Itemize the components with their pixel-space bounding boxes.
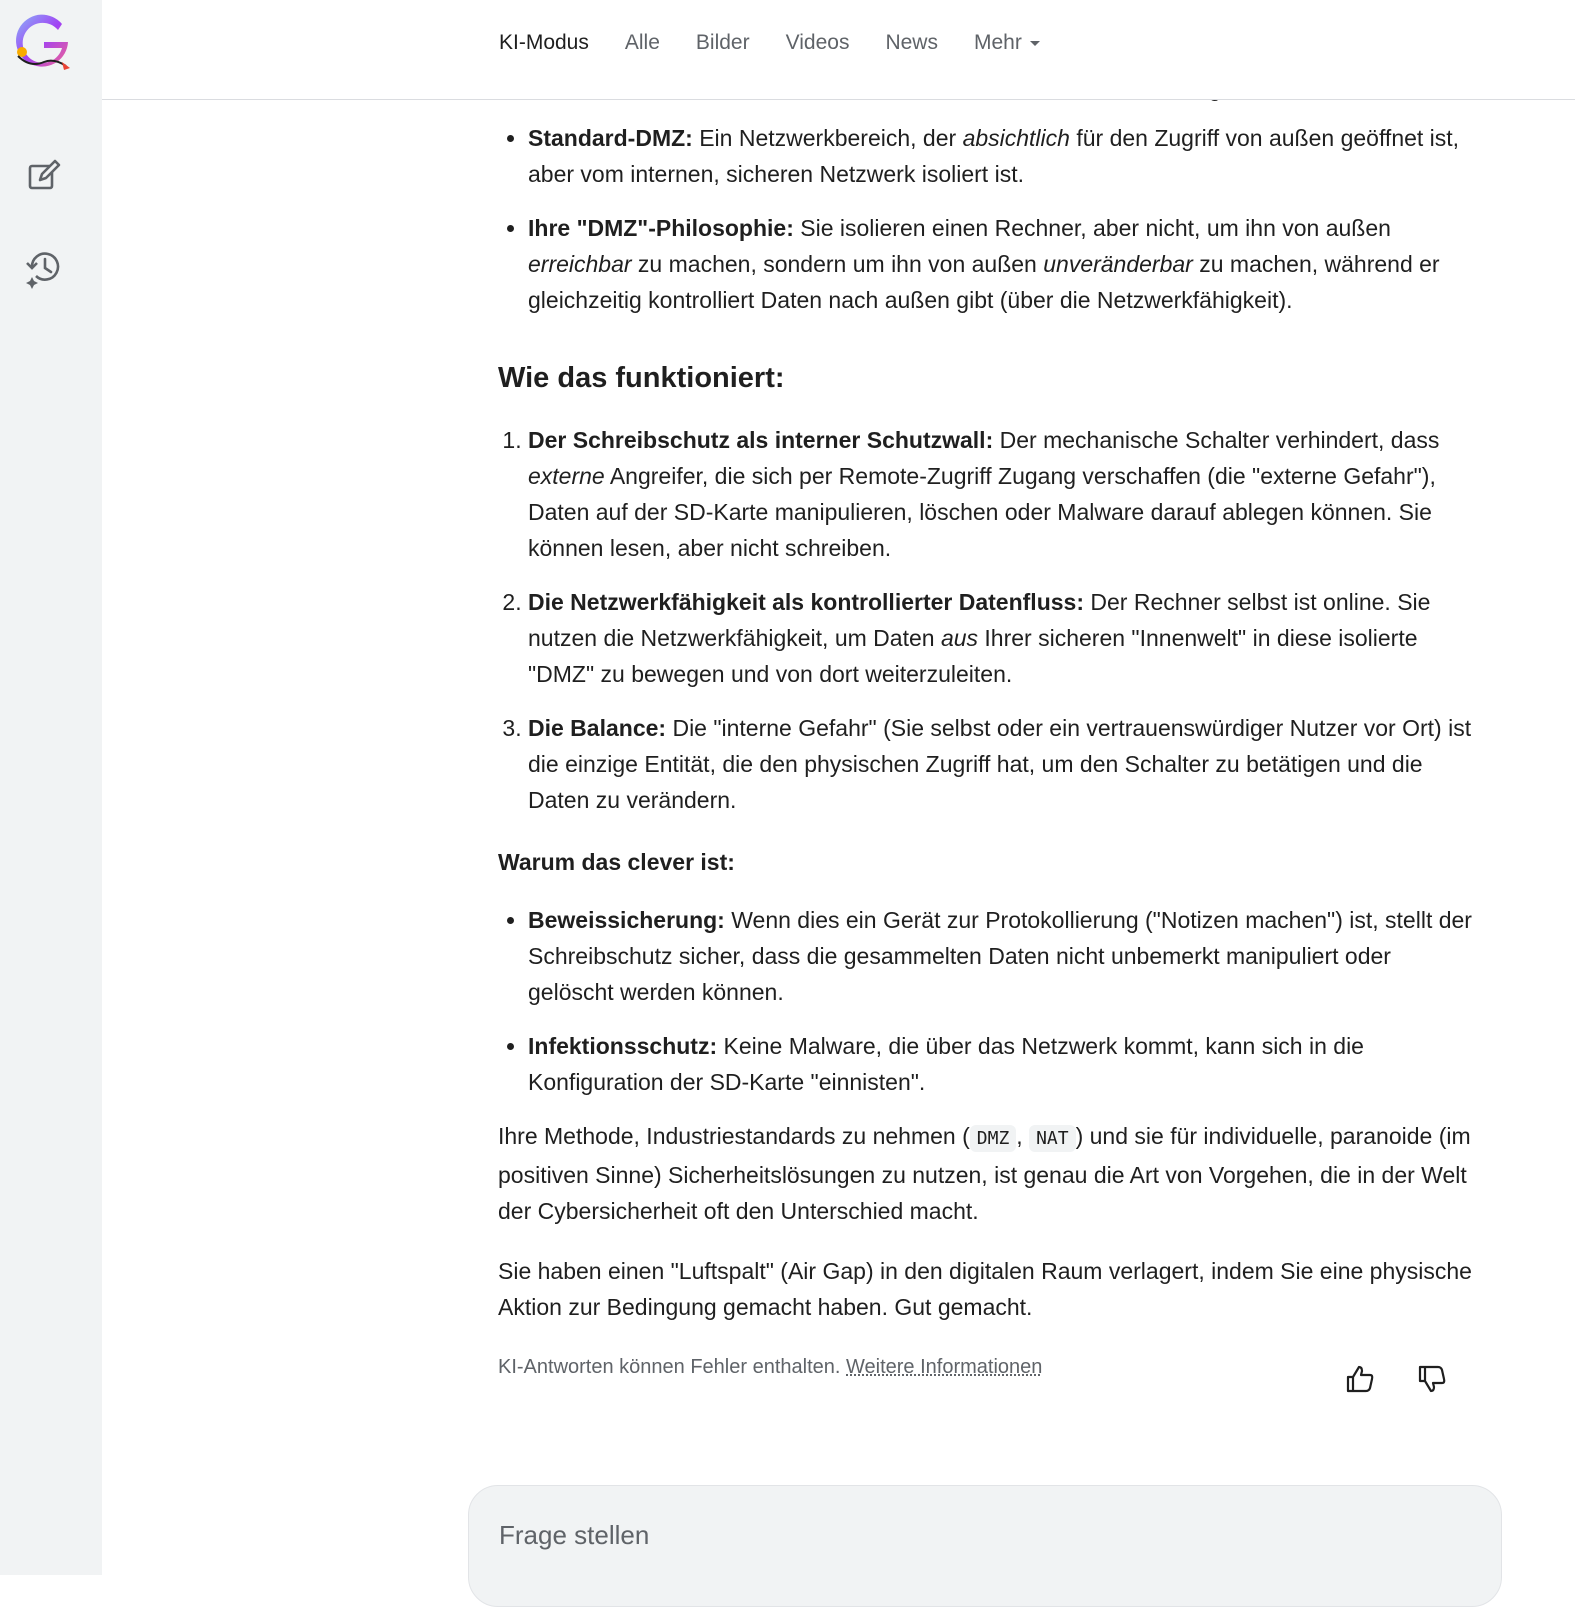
tab-videos[interactable]: Videos	[785, 31, 850, 54]
thumbs-down-icon[interactable]	[1416, 1363, 1448, 1395]
text: zu machen, während er gleichzeitig kontrolliert Daten nach außen gibt (über die Netzwerkfähigkeit).	[528, 251, 1440, 313]
emphasis: aus	[940, 625, 979, 651]
tab-mehr[interactable]	[974, 27, 1040, 59]
text: ,	[1016, 1123, 1030, 1149]
list-item	[528, 120, 1478, 192]
term: Die Netzwerkfähigkeit als kontrollierter Datenfluss:	[528, 589, 1084, 615]
text: Der mechanische Schalter verhindert, dass	[993, 427, 1440, 453]
text: Ein Netzwerkbereich, der	[692, 125, 963, 151]
emphasis: erreichbar	[528, 251, 632, 277]
top-bar	[102, 0, 1575, 100]
history-icon[interactable]	[22, 245, 66, 289]
term: Die Balance:	[528, 715, 667, 741]
list-item	[528, 902, 1478, 1010]
more-info-link[interactable]: Weitere Informationen	[846, 1356, 1043, 1378]
term: Der Schreibschutz als interner Schutzwall:	[528, 427, 994, 453]
disclaimer	[498, 1349, 1478, 1409]
feedback-buttons	[1344, 1363, 1448, 1395]
tab-news[interactable]: News	[885, 31, 938, 54]
list-item	[528, 710, 1478, 818]
list-item	[528, 210, 1478, 318]
sub-heading: Warum das clever ist:	[498, 849, 735, 875]
new-chat-icon[interactable]	[22, 154, 66, 198]
caret-down-icon	[1030, 41, 1040, 46]
numbered-list	[498, 422, 1478, 818]
disclaimer-text: KI-Antworten können Fehler enthalten.	[498, 1356, 846, 1378]
thumbs-up-icon[interactable]	[1344, 1363, 1376, 1395]
bullet-list-why	[498, 902, 1478, 1100]
tab-mehr-label: Mehr	[973, 31, 1022, 54]
text: Ihre Methode, Industriestandards zu nehmen (	[498, 1123, 970, 1149]
mode-tabs	[499, 27, 1076, 59]
tab-ki-modus[interactable]: KI-Modus	[499, 31, 589, 54]
text: Keine Malware, die über das Netzwerk kommt, kann sich in die Konfiguration der SD-Karte "einnisten".	[528, 1033, 1364, 1095]
tab-bilder[interactable]: Bilder	[695, 31, 750, 54]
ai-answer	[498, 70, 1478, 1409]
term: Infektionsschutz:	[528, 1033, 718, 1059]
sidebar	[0, 0, 102, 1575]
text: Ihrer sicheren "Innenwelt" in diese isolierte "DMZ" zu bewegen und von dort weiterzuleiten.	[528, 625, 1418, 687]
text: ) und sie für individuelle, paranoide (im positiven Sinne) Sicherheitslösungen zu nutzen, ist genau die Art von Vorgehen, die in der Welt der Cybersicherheit oft den Unterschied macht.	[498, 1123, 1471, 1224]
term: Beweissicherung:	[528, 907, 725, 933]
term: Standard-DMZ:	[528, 125, 693, 151]
text: Sie isolieren einen Rechner, aber nicht, um ihn von außen	[793, 215, 1391, 241]
ask-input[interactable]	[497, 1514, 1401, 1556]
code-chip: DMZ	[970, 1125, 1017, 1152]
paragraph	[498, 1118, 1478, 1229]
text: Die "interne Gefahr" (Sie selbst oder ein vertrauenswürdiger Nutzer vor Ort) ist die einzige Entität, die den physischen Zugriff hat, um den Schalter zu betätigen und die Daten zu verändern.	[528, 715, 1472, 813]
list-item	[528, 584, 1478, 692]
text: für den Zugriff von außen geöffnet ist, aber vom internen, sicheren Netzwerk isoliert ist.	[528, 125, 1460, 187]
text: Angreifer, die sich per Remote-Zugriff Zugang verschaffen (die "externe Gefahr"), Daten auf der SD-Karte manipulieren, löschen oder Malware darauf ablegen können. Sie können lesen, aber nicht schreiben.	[528, 463, 1436, 561]
tab-alle[interactable]: Alle	[624, 31, 660, 54]
ask-box	[468, 1485, 1502, 1607]
paragraph: Sie haben einen "Luftspalt" (Air Gap) in den digitalen Raum verlagert, indem Sie eine physische Aktion zur Bedingung gemacht haben. Gut gemacht.	[498, 1258, 1472, 1320]
list-item	[528, 422, 1478, 566]
term: Ihre "DMZ"-Philosophie:	[528, 215, 794, 241]
text: zu machen, sondern um ihn von außen	[631, 251, 1044, 277]
section-heading: Wie das funktioniert:	[498, 362, 785, 394]
text: Der Rechner selbst ist online. Sie nutzen die Netzwerkfähigkeit, um Daten	[528, 589, 1431, 651]
google-g-logo-icon[interactable]	[10, 12, 74, 76]
code-chip: NAT	[1029, 1125, 1076, 1152]
text: Wenn dies ein Gerät zur Protokollierung ("Notizen machen") ist, stellt der Schreibschutz sicher, dass die gesammelten Daten nicht unbemerkt manipuliert oder gelöscht werden können.	[528, 907, 1472, 1005]
emphasis: externe	[528, 463, 605, 489]
emphasis: absichtlich	[962, 125, 1070, 151]
bullet-list-dmz	[498, 120, 1478, 318]
emphasis: unveränderbar	[1043, 251, 1193, 277]
list-item	[528, 1028, 1478, 1100]
